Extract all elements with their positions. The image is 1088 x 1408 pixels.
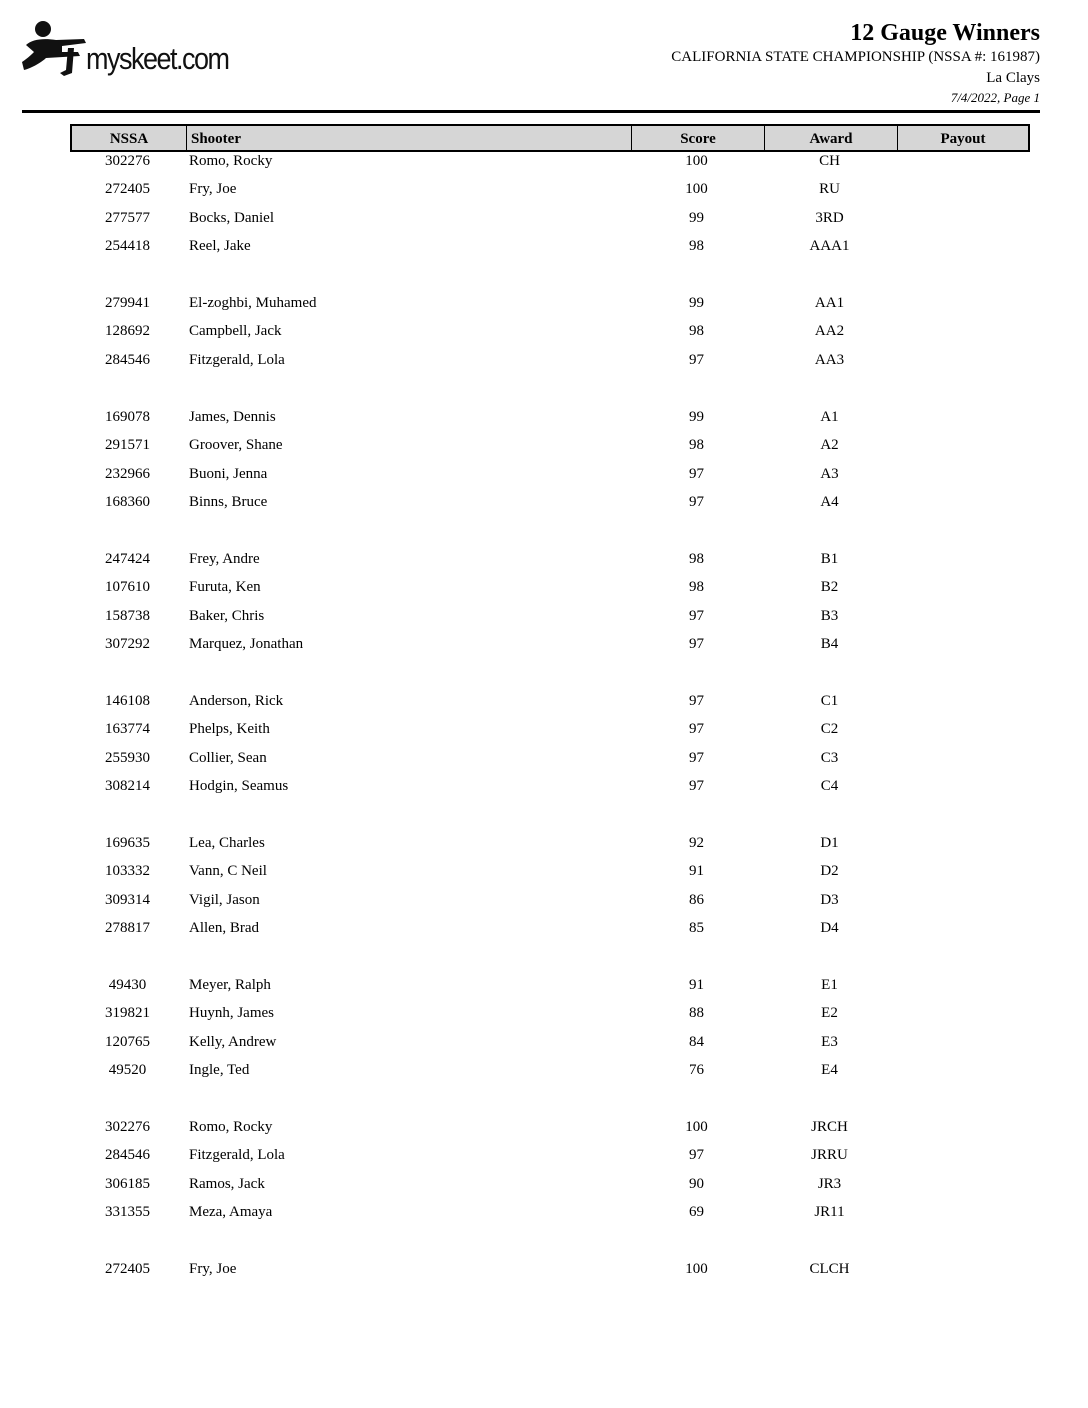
cell-award: JR3 bbox=[817, 1175, 842, 1192]
cell-score: 97 bbox=[689, 351, 704, 368]
cell-award: D3 bbox=[820, 891, 839, 908]
cell-payout bbox=[896, 493, 1026, 521]
cell-payout bbox=[896, 465, 1026, 493]
cell-score: 100 bbox=[685, 1119, 708, 1136]
cell-award: D1 bbox=[820, 834, 839, 851]
cell-score: 86 bbox=[689, 891, 704, 908]
cell-score: 100 bbox=[685, 153, 708, 169]
cell-nssa: 247424 bbox=[105, 550, 150, 567]
cell-score: 99 bbox=[689, 408, 704, 425]
cell-shooter: Campbell, Jack bbox=[189, 323, 282, 340]
cell-score: 90 bbox=[689, 1175, 704, 1192]
table-row bbox=[70, 976, 1030, 1004]
table-row bbox=[70, 777, 1030, 805]
cell-award: C2 bbox=[820, 721, 839, 738]
cell-score: 97 bbox=[689, 721, 704, 738]
table-row bbox=[70, 180, 1030, 208]
cell-shooter: Frey, Andre bbox=[189, 550, 260, 567]
cell-payout bbox=[896, 322, 1026, 350]
cell-score: 97 bbox=[689, 778, 704, 795]
cell-shooter: Marquez, Jonathan bbox=[189, 635, 304, 652]
cell-shooter: Baker, Chris bbox=[189, 607, 265, 624]
cell-nssa: 49430 bbox=[108, 976, 147, 993]
cell-award: RU bbox=[819, 181, 840, 198]
cell-shooter: Reel, Jake bbox=[189, 238, 251, 255]
cell-payout bbox=[896, 720, 1026, 748]
cell-nssa: 120765 bbox=[105, 1033, 150, 1050]
cell-award: C3 bbox=[820, 749, 839, 766]
cell-payout bbox=[896, 834, 1026, 862]
cell-nssa: 284546 bbox=[105, 351, 150, 368]
cell-shooter: Vann, C Neil bbox=[189, 863, 267, 880]
table-header bbox=[70, 124, 1030, 152]
cell-nssa: 291571 bbox=[105, 437, 150, 454]
cell-payout bbox=[896, 152, 1026, 180]
table-row bbox=[70, 692, 1030, 720]
cell-shooter: Meyer, Ralph bbox=[189, 976, 271, 993]
table-row bbox=[70, 294, 1030, 322]
award-group bbox=[70, 1260, 1030, 1288]
event-name: CALIFORNIA STATE CHAMPIONSHIP (NSSA #: 161987) bbox=[671, 49, 1040, 65]
award-group bbox=[70, 1118, 1030, 1232]
table-row bbox=[70, 1260, 1030, 1288]
myskeet-logo bbox=[22, 18, 262, 78]
cell-payout bbox=[896, 1061, 1026, 1089]
table-row bbox=[70, 1061, 1030, 1089]
table-row bbox=[70, 1203, 1030, 1231]
table-row bbox=[70, 209, 1030, 237]
cell-score: 99 bbox=[689, 209, 704, 226]
cell-score: 98 bbox=[689, 437, 704, 454]
cell-payout bbox=[896, 777, 1026, 805]
cell-nssa: 255930 bbox=[105, 749, 150, 766]
col-payout-header: Payout bbox=[940, 131, 986, 147]
cell-score: 98 bbox=[689, 550, 704, 567]
cell-award: E4 bbox=[821, 1062, 838, 1079]
cell-shooter: Meza, Amaya bbox=[189, 1204, 273, 1221]
cell-payout bbox=[896, 692, 1026, 720]
cell-nssa: 284546 bbox=[105, 1147, 150, 1164]
cell-payout bbox=[896, 550, 1026, 578]
cell-shooter: Hodgin, Seamus bbox=[189, 778, 289, 795]
table-row bbox=[70, 862, 1030, 890]
cell-award: A3 bbox=[820, 465, 839, 482]
award-group bbox=[70, 550, 1030, 664]
table-row bbox=[70, 237, 1030, 265]
cell-nssa: 302276 bbox=[105, 153, 150, 169]
cell-shooter: Furuta, Ken bbox=[189, 579, 261, 596]
table-row bbox=[70, 635, 1030, 663]
table-row bbox=[70, 436, 1030, 464]
cell-nssa: 232966 bbox=[105, 465, 150, 482]
cell-award: B4 bbox=[820, 635, 839, 652]
award-group bbox=[70, 408, 1030, 522]
logo-text: myskeet.com bbox=[86, 42, 229, 76]
cell-award: AA1 bbox=[814, 295, 845, 312]
cell-award: 3RD bbox=[815, 209, 844, 226]
award-group bbox=[70, 834, 1030, 948]
cell-payout bbox=[896, 294, 1026, 322]
shooter-silhouette-icon bbox=[22, 18, 92, 78]
cell-payout bbox=[896, 891, 1026, 919]
cell-nssa: 163774 bbox=[105, 721, 150, 738]
cell-score: 100 bbox=[685, 181, 708, 198]
cell-nssa: 277577 bbox=[105, 209, 150, 226]
cell-award: E1 bbox=[821, 976, 838, 993]
table-row bbox=[70, 408, 1030, 436]
cell-score: 98 bbox=[689, 323, 704, 340]
cell-award: D4 bbox=[820, 920, 839, 937]
cell-payout bbox=[896, 1118, 1026, 1146]
header-rule bbox=[22, 110, 1040, 113]
cell-shooter: Ingle, Ted bbox=[189, 1062, 250, 1079]
table-row bbox=[70, 919, 1030, 947]
table-row bbox=[70, 322, 1030, 350]
table-row bbox=[70, 493, 1030, 521]
table-row bbox=[70, 550, 1030, 578]
cell-shooter: Romo, Rocky bbox=[189, 153, 273, 169]
cell-score: 91 bbox=[689, 863, 704, 880]
cell-score: 99 bbox=[689, 295, 704, 312]
cell-payout bbox=[896, 351, 1026, 379]
cell-award: C1 bbox=[820, 692, 839, 709]
cell-score: 97 bbox=[689, 465, 704, 482]
table-row bbox=[70, 1118, 1030, 1146]
cell-award: B2 bbox=[820, 579, 839, 596]
cell-nssa: 168360 bbox=[105, 493, 150, 510]
cell-award: AA2 bbox=[814, 323, 845, 340]
cell-nssa: 278817 bbox=[105, 920, 150, 937]
cell-payout bbox=[896, 1203, 1026, 1231]
cell-payout bbox=[896, 1033, 1026, 1061]
cell-score: 84 bbox=[689, 1033, 704, 1050]
cell-shooter: Collier, Sean bbox=[189, 749, 267, 766]
cell-nssa: 309314 bbox=[105, 891, 150, 908]
cell-payout bbox=[896, 919, 1026, 947]
cell-nssa: 308214 bbox=[105, 778, 150, 795]
cell-shooter: Vigil, Jason bbox=[189, 891, 260, 908]
cell-shooter: Fitzgerald, Lola bbox=[189, 351, 285, 368]
cell-score: 92 bbox=[689, 834, 704, 851]
cell-nssa: 128692 bbox=[105, 323, 150, 340]
cell-award: B3 bbox=[820, 607, 839, 624]
cell-shooter: Allen, Brad bbox=[189, 920, 259, 937]
cell-score: 98 bbox=[689, 579, 704, 596]
cell-nssa: 103332 bbox=[105, 863, 150, 880]
cell-shooter: Kelly, Andrew bbox=[189, 1033, 277, 1050]
cell-award: C4 bbox=[820, 778, 839, 795]
cell-payout bbox=[896, 1175, 1026, 1203]
cell-payout bbox=[896, 749, 1026, 777]
cell-award: AAA1 bbox=[809, 238, 850, 255]
cell-nssa: 254418 bbox=[105, 238, 150, 255]
cell-payout bbox=[896, 1004, 1026, 1032]
table-row bbox=[70, 1175, 1030, 1203]
cell-nssa: 107610 bbox=[105, 579, 150, 596]
award-group bbox=[70, 294, 1030, 379]
date-page: 7/4/2022, Page 1 bbox=[950, 90, 1040, 105]
cell-shooter: Fry, Joe bbox=[189, 181, 237, 198]
cell-nssa: 158738 bbox=[105, 607, 150, 624]
cell-payout bbox=[896, 237, 1026, 265]
table-row bbox=[70, 1146, 1030, 1174]
col-nssa-header: NSSA bbox=[72, 126, 187, 150]
cell-score: 97 bbox=[689, 493, 704, 510]
cell-award: CH bbox=[819, 153, 840, 169]
col-score-header: Score bbox=[632, 126, 765, 150]
cell-score: 98 bbox=[689, 238, 704, 255]
cell-score: 100 bbox=[685, 1261, 708, 1278]
cell-score: 97 bbox=[689, 749, 704, 766]
table-row bbox=[70, 152, 1030, 180]
col-shooter-header: Shooter bbox=[187, 126, 632, 150]
cell-payout bbox=[896, 408, 1026, 436]
cell-payout bbox=[896, 436, 1026, 464]
cell-payout bbox=[896, 180, 1026, 208]
cell-nssa: 272405 bbox=[105, 181, 150, 198]
table-row bbox=[70, 720, 1030, 748]
cell-award: A1 bbox=[820, 408, 839, 425]
cell-shooter: Bocks, Daniel bbox=[189, 209, 274, 226]
cell-nssa: 169635 bbox=[105, 834, 150, 851]
table-row bbox=[70, 749, 1030, 777]
cell-nssa: 302276 bbox=[105, 1119, 150, 1136]
cell-payout bbox=[896, 209, 1026, 237]
table-row bbox=[70, 1033, 1030, 1061]
table-row bbox=[70, 578, 1030, 606]
cell-shooter: Huynh, James bbox=[189, 1005, 274, 1022]
club-name: La Clays bbox=[986, 70, 1040, 86]
winners-table-body bbox=[70, 152, 1030, 1317]
cell-nssa: 306185 bbox=[105, 1175, 150, 1192]
cell-nssa: 272405 bbox=[105, 1261, 150, 1278]
cell-shooter: Binns, Bruce bbox=[189, 493, 268, 510]
cell-shooter: Fitzgerald, Lola bbox=[189, 1147, 285, 1164]
cell-shooter: Anderson, Rick bbox=[189, 692, 284, 709]
cell-nssa: 319821 bbox=[105, 1005, 150, 1022]
table-row bbox=[70, 607, 1030, 635]
table-row bbox=[70, 1004, 1030, 1032]
cell-award: JRCH bbox=[811, 1119, 848, 1136]
col-award-header: Award bbox=[765, 126, 898, 150]
cell-score: 76 bbox=[689, 1062, 704, 1079]
cell-nssa: 307292 bbox=[105, 635, 150, 652]
cell-payout bbox=[896, 1260, 1026, 1288]
cell-award: AA3 bbox=[814, 351, 845, 368]
cell-payout bbox=[896, 607, 1026, 635]
cell-award: A4 bbox=[820, 493, 839, 510]
cell-award: JRRU bbox=[811, 1147, 848, 1164]
cell-score: 69 bbox=[689, 1204, 704, 1221]
cell-award: A2 bbox=[820, 437, 839, 454]
cell-score: 91 bbox=[689, 976, 704, 993]
cell-award: E2 bbox=[821, 1005, 838, 1022]
cell-shooter: Lea, Charles bbox=[189, 834, 265, 851]
cell-award: CLCH bbox=[809, 1261, 850, 1278]
cell-payout bbox=[896, 862, 1026, 890]
cell-score: 97 bbox=[689, 1147, 704, 1164]
cell-payout bbox=[896, 635, 1026, 663]
cell-shooter: Phelps, Keith bbox=[189, 721, 270, 738]
cell-award: E3 bbox=[821, 1033, 838, 1050]
award-group bbox=[70, 976, 1030, 1090]
cell-nssa: 331355 bbox=[105, 1204, 150, 1221]
cell-nssa: 49520 bbox=[108, 1062, 147, 1079]
cell-shooter: Romo, Rocky bbox=[189, 1119, 273, 1136]
table-row bbox=[70, 465, 1030, 493]
cell-score: 97 bbox=[689, 607, 704, 624]
cell-score: 97 bbox=[689, 635, 704, 652]
award-group bbox=[70, 692, 1030, 806]
cell-shooter: El-zoghbi, Muhamed bbox=[189, 295, 317, 312]
cell-shooter: Groover, Shane bbox=[189, 437, 283, 454]
cell-nssa: 146108 bbox=[105, 692, 150, 709]
award-group bbox=[70, 152, 1030, 266]
cell-payout bbox=[896, 976, 1026, 1004]
cell-score: 88 bbox=[689, 1005, 704, 1022]
cell-shooter: Fry, Joe bbox=[189, 1261, 237, 1278]
cell-award: JR11 bbox=[814, 1204, 845, 1221]
report-title: 12 Gauge Winners bbox=[850, 20, 1040, 46]
cell-payout bbox=[896, 578, 1026, 606]
cell-award: D2 bbox=[820, 863, 839, 880]
cell-score: 85 bbox=[689, 920, 704, 937]
cell-payout bbox=[896, 1146, 1026, 1174]
table-row bbox=[70, 834, 1030, 862]
cell-shooter: Ramos, Jack bbox=[189, 1175, 265, 1192]
cell-score: 97 bbox=[689, 692, 704, 709]
table-row bbox=[70, 351, 1030, 379]
cell-award: B1 bbox=[820, 550, 839, 567]
cell-nssa: 169078 bbox=[105, 408, 150, 425]
table-row bbox=[70, 891, 1030, 919]
cell-nssa: 279941 bbox=[105, 295, 150, 312]
cell-shooter: James, Dennis bbox=[189, 408, 276, 425]
cell-shooter: Buoni, Jenna bbox=[189, 465, 268, 482]
